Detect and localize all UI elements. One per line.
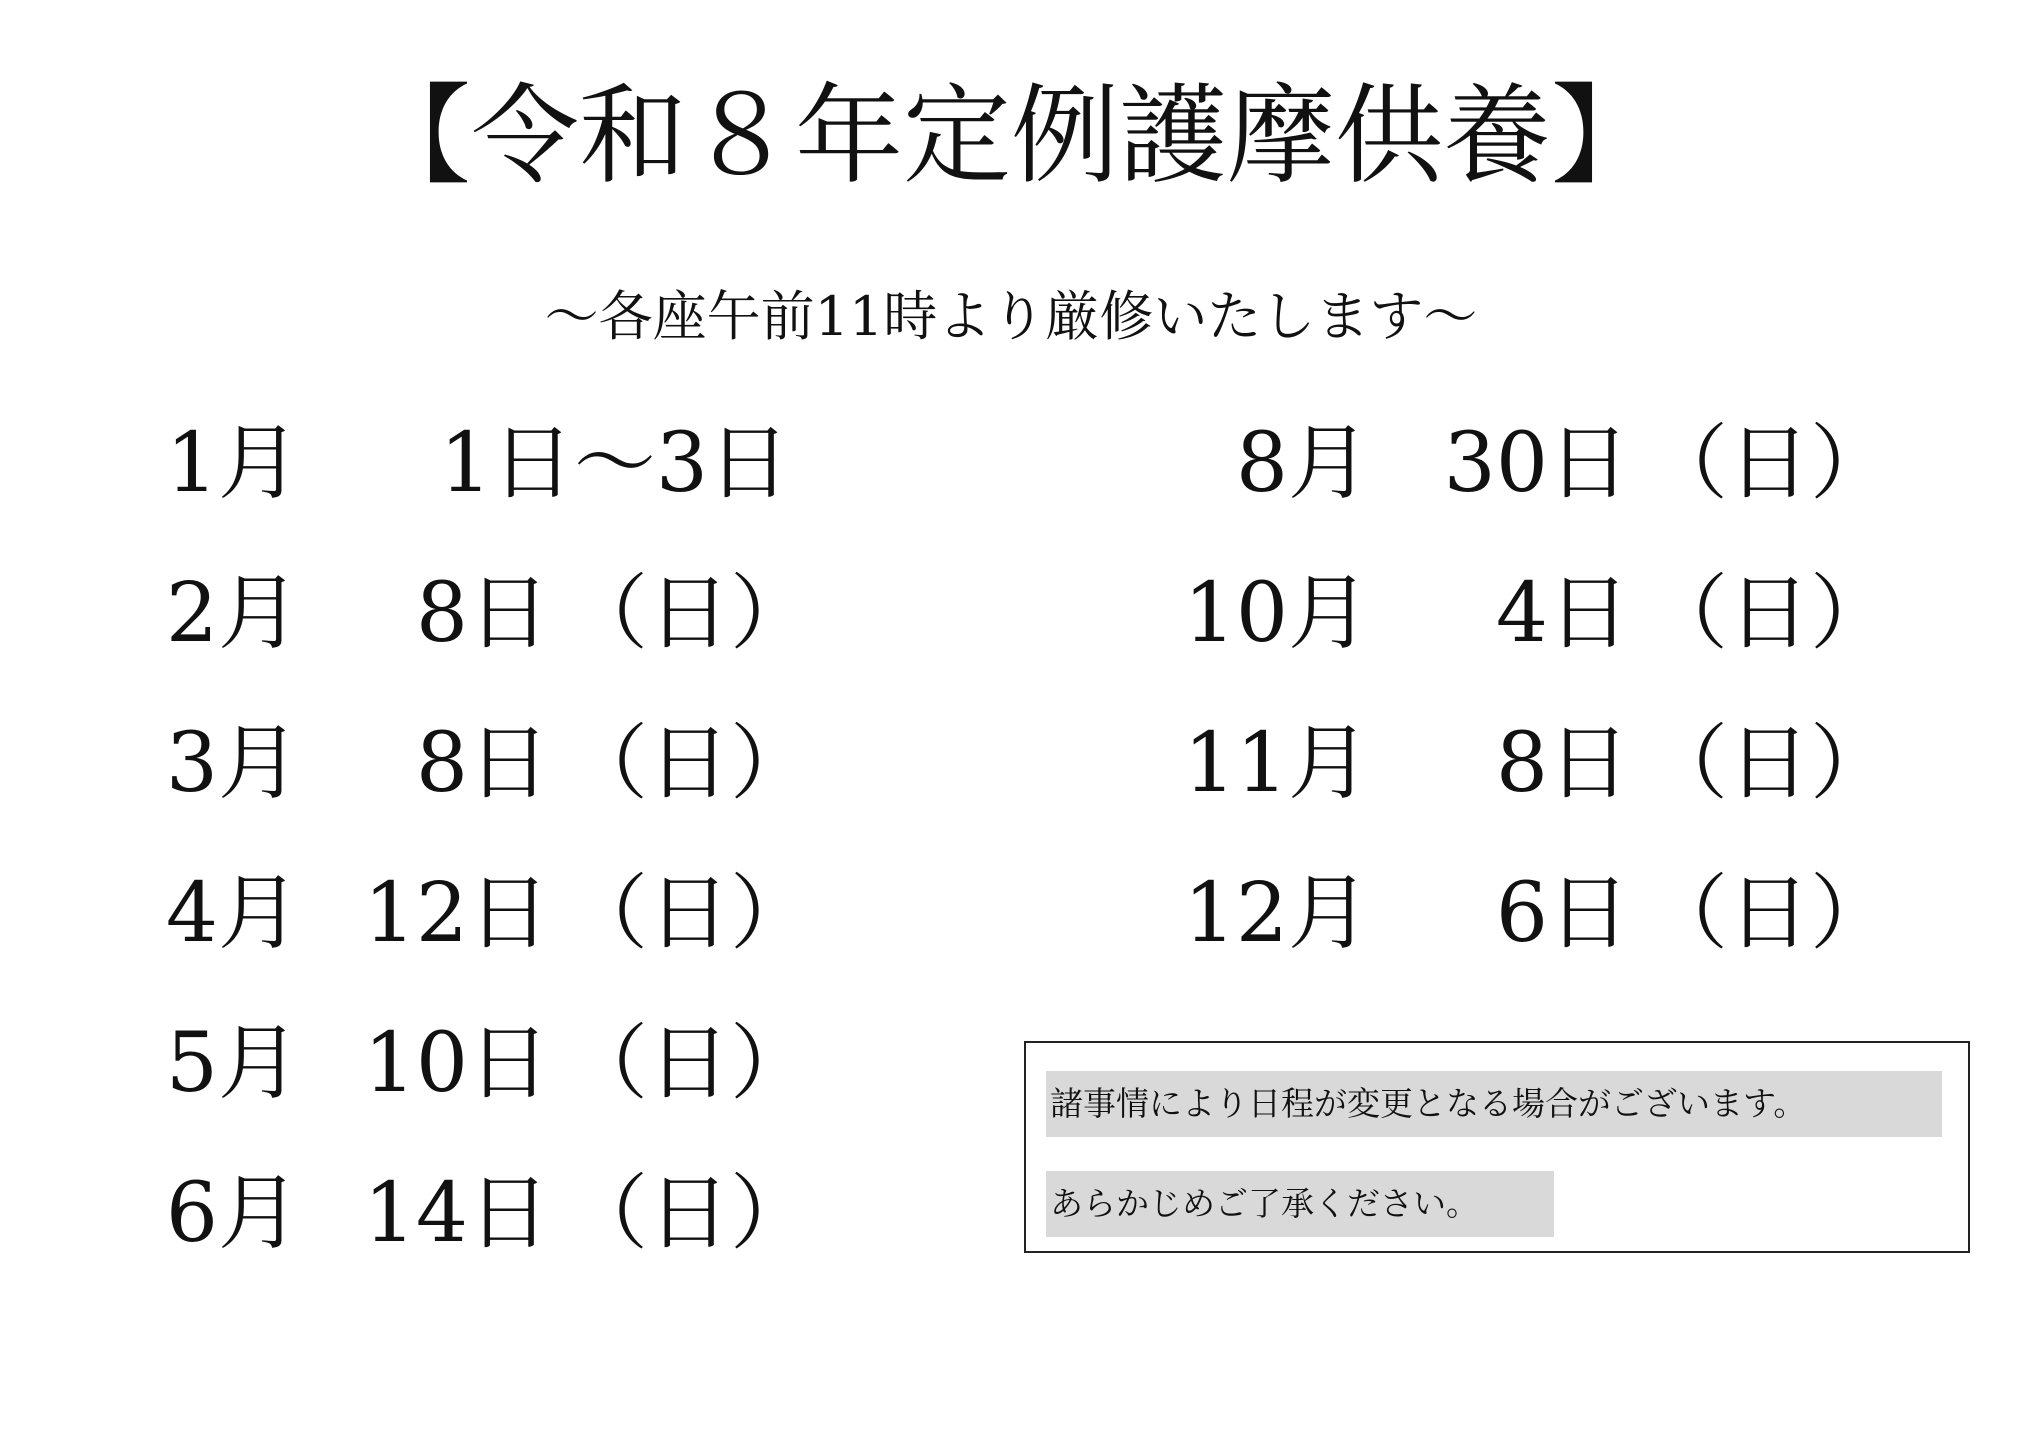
- schedule-row-apr: [0, 864, 1000, 964]
- schedule-month: 11月: [1183, 716, 1370, 811]
- schedule-month: 8月: [1235, 416, 1370, 511]
- schedule-day: 30日: [1443, 416, 1630, 511]
- schedule-month: 1月: [165, 416, 300, 511]
- schedule-weekday: （日）: [1646, 416, 1893, 511]
- schedule-month: 3月: [165, 716, 300, 811]
- schedule-month: 6月: [165, 1166, 300, 1261]
- page-title: 【令和８年定例護摩供養】: [362, 74, 1659, 199]
- notice-text-apology: あらかじめご了承ください。: [1046, 1171, 1554, 1237]
- schedule-month: 12月: [1183, 866, 1370, 961]
- notice-box: [1024, 1041, 1970, 1253]
- schedule-weekday: （日）: [566, 866, 813, 961]
- schedule-row-dec: [1150, 864, 2010, 964]
- schedule-weekday: （日）: [1646, 566, 1893, 661]
- schedule-day: 8日: [415, 566, 550, 661]
- schedule-weekday: （日）: [566, 566, 813, 661]
- schedule-month: 10月: [1183, 566, 1370, 661]
- schedule-day: 8日: [1495, 716, 1630, 811]
- schedule-row-may: [0, 1014, 1000, 1114]
- schedule-row-jan: [0, 414, 1000, 514]
- schedule-row-feb: [0, 564, 1000, 664]
- schedule-row-aug: [1150, 414, 2010, 514]
- schedule-month: 4月: [165, 866, 300, 961]
- schedule-row-mar: [0, 714, 1000, 814]
- schedule-day: 10日: [363, 1016, 550, 1111]
- schedule-day: 6日: [1495, 866, 1630, 961]
- schedule-row-oct: [1150, 564, 2010, 664]
- schedule-row-nov: [1150, 714, 2010, 814]
- schedule-month: 5月: [165, 1016, 300, 1111]
- schedule-weekday: （日）: [1646, 716, 1893, 811]
- schedule-day: 14日: [363, 1166, 550, 1261]
- notice-text-change: 諸事情により日程が変更となる場合がございます。: [1046, 1071, 1942, 1137]
- schedule-row-jun: [0, 1164, 1000, 1264]
- schedule-weekday: （日）: [566, 1166, 813, 1261]
- schedule-weekday: （日）: [566, 1016, 813, 1111]
- schedule-weekday: （日）: [566, 716, 813, 811]
- schedule-day: 8日: [415, 716, 550, 811]
- schedule-month: 2月: [165, 566, 300, 661]
- schedule-day: 1日〜3日: [439, 416, 790, 511]
- page-subtitle: 〜各座午前11時より厳修いたします〜: [544, 285, 1478, 348]
- schedule-day: 12日: [363, 866, 550, 961]
- schedule-weekday: （日）: [1646, 866, 1893, 961]
- schedule-day: 4日: [1495, 566, 1630, 661]
